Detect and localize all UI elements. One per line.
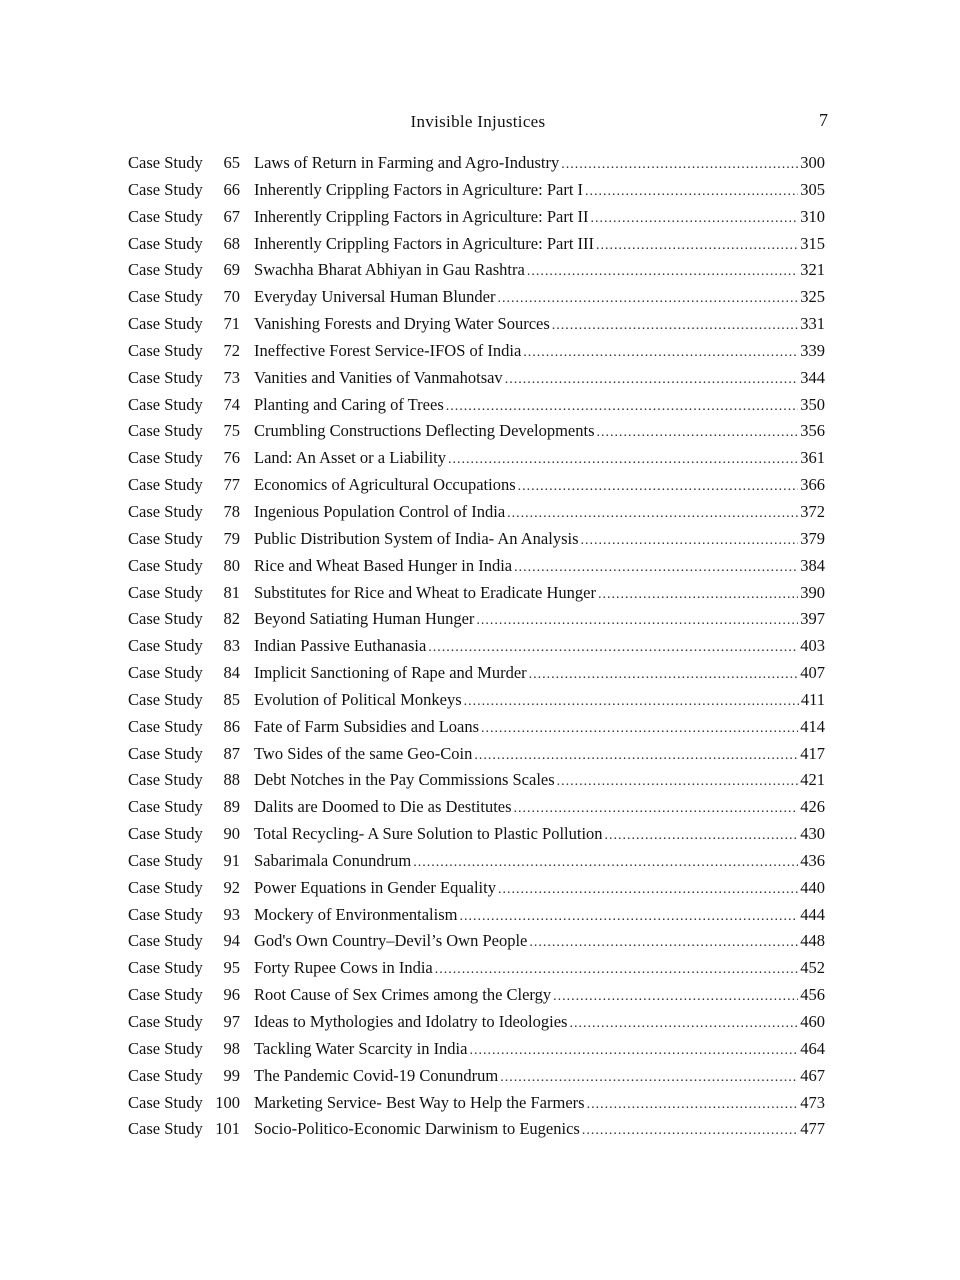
case-study-number: 67	[223, 206, 240, 226]
book-title: Invisible Injustices	[410, 112, 546, 131]
toc-entry	[128, 314, 825, 341]
case-study-page: 421	[800, 770, 825, 790]
case-study-title: Laws of Return in Farming and Agro-Industry	[254, 153, 560, 172]
case-study-number: 68	[223, 233, 240, 253]
dot-leader	[505, 372, 799, 388]
dot-leader	[529, 935, 798, 951]
dot-leader	[507, 506, 798, 522]
case-study-number: 97	[223, 1012, 240, 1031]
toc-entry	[128, 1093, 825, 1120]
dot-leader	[448, 452, 798, 468]
case-study-page: 315	[800, 233, 825, 253]
case-study-number: 83	[223, 636, 240, 656]
toc-entry	[128, 609, 825, 636]
case-study-title: Two Sides of the same Geo-Coin	[254, 743, 473, 763]
toc-entry	[128, 770, 825, 797]
case-study-label: Case Study	[128, 528, 203, 548]
case-study-page: 407	[800, 663, 825, 683]
case-study-page: 403	[800, 636, 825, 656]
case-study-label: Case Study	[128, 1119, 203, 1139]
case-study-title: Forty Rupee Cows in India	[254, 958, 433, 978]
case-study-title: Ideas to Mythologies and Idolatry to Ideologies	[254, 1012, 568, 1031]
case-study-page: 361	[800, 448, 825, 468]
case-study-title: Crumbling Constructions Deflecting Developments	[254, 421, 595, 441]
toc-entry	[128, 556, 825, 583]
case-study-number: 96	[223, 985, 240, 1005]
case-study-number: 71	[223, 314, 240, 334]
case-study-label: Case Study	[128, 340, 203, 360]
case-study-title: Implicit Sanctioning of Rape and Murder	[254, 663, 527, 683]
toc-entry	[128, 448, 825, 475]
case-study-number: 78	[223, 501, 240, 521]
case-study-number: 100	[215, 1092, 240, 1112]
dot-leader	[557, 774, 799, 790]
case-study-title: Debt Notches in the Pay Commissions Scales	[254, 770, 555, 790]
table-of-contents	[128, 153, 825, 1146]
case-study-label: Case Study	[128, 609, 203, 629]
case-study-title: Inherently Crippling Factors in Agriculture: Part I	[254, 179, 584, 199]
dot-leader	[582, 1123, 798, 1139]
case-study-number: 86	[223, 716, 240, 736]
case-study-number: 80	[223, 555, 240, 575]
case-study-page: 356	[800, 421, 825, 441]
dot-leader	[469, 1043, 798, 1059]
case-study-title: Fate of Farm Subsidies and Loans	[254, 716, 480, 736]
case-study-label: Case Study	[128, 260, 203, 280]
case-study-title: Total Recycling- A Sure Solution to Plastic Pollution	[254, 824, 603, 844]
dot-leader	[474, 748, 798, 764]
case-study-title: Dalits are Doomed to Die as Destitutes	[254, 797, 512, 817]
toc-entry	[128, 931, 825, 958]
case-study-label: Case Study	[128, 797, 203, 817]
case-study-number: 66	[223, 179, 240, 199]
case-study-title: Planting and Caring of Trees	[254, 394, 444, 414]
dot-leader	[597, 425, 799, 441]
case-study-title: Vanishing Forests and Drying Water Sources	[254, 314, 550, 334]
case-study-label: Case Study	[128, 958, 203, 978]
case-study-label: Case Study	[128, 448, 203, 468]
case-study-title: Land: An Asset or a Liability	[254, 448, 447, 468]
case-study-page: 366	[800, 475, 825, 495]
case-study-label: Case Study	[128, 743, 203, 763]
case-study-label: Case Study	[128, 1065, 203, 1085]
dot-leader	[552, 318, 798, 334]
dot-leader	[498, 882, 798, 898]
dot-leader	[514, 801, 799, 817]
case-study-number: 70	[223, 287, 240, 307]
case-study-label: Case Study	[128, 367, 203, 387]
case-study-page: 467	[800, 1065, 825, 1085]
case-study-title: Socio-Politico-Economic Darwinism to Eugenics	[254, 1119, 580, 1139]
case-study-page: 436	[800, 850, 825, 870]
case-study-page: 390	[800, 582, 825, 602]
case-study-label: Case Study	[128, 636, 203, 656]
dot-leader	[523, 345, 798, 361]
case-study-label: Case Study	[128, 1038, 203, 1058]
toc-entry	[128, 287, 825, 314]
toc-entry	[128, 260, 825, 287]
dot-leader	[435, 962, 799, 978]
case-study-title: Sabarimala Conundrum	[254, 850, 412, 870]
dot-leader	[585, 184, 798, 200]
case-study-label: Case Study	[128, 475, 203, 495]
dot-leader	[476, 613, 798, 629]
case-study-label: Case Study	[128, 663, 203, 683]
dot-leader	[497, 291, 798, 307]
case-study-number: 91	[223, 850, 240, 870]
case-study-number: 73	[223, 367, 240, 387]
toc-entry	[128, 234, 825, 261]
dot-leader	[596, 238, 798, 254]
case-study-title: Inherently Crippling Factors in Agriculture: Part III	[254, 233, 595, 253]
case-study-page: 379	[800, 528, 825, 548]
case-study-number: 90	[223, 824, 240, 844]
running-head	[128, 110, 828, 136]
case-study-title: Public Distribution System of India- An Analysis	[254, 528, 579, 548]
toc-entry	[128, 636, 825, 663]
dot-leader	[518, 479, 799, 495]
case-study-page: 477	[800, 1119, 825, 1139]
dot-leader	[598, 587, 798, 603]
toc-entry	[128, 1039, 825, 1066]
case-study-number: 82	[223, 609, 240, 629]
dot-leader	[581, 533, 799, 549]
toc-entry	[128, 663, 825, 690]
case-study-label: Case Study	[128, 555, 203, 575]
case-study-number: 84	[223, 663, 240, 683]
case-study-page: 464	[800, 1038, 825, 1058]
dot-leader	[587, 1097, 799, 1113]
case-study-title: Beyond Satiating Human Hunger	[254, 609, 475, 629]
toc-entry	[128, 421, 825, 448]
case-study-title: Evolution of Political Monkeys	[254, 689, 462, 709]
case-study-number: 72	[223, 340, 240, 360]
case-study-title: God's Own Country–Devil’s Own People	[254, 931, 528, 951]
case-study-label: Case Study	[128, 582, 203, 602]
toc-entry	[128, 1012, 825, 1039]
case-study-label: Case Study	[128, 233, 203, 253]
toc-entry	[128, 180, 825, 207]
case-study-page: 456	[800, 985, 825, 1005]
case-study-number: 95	[223, 958, 240, 978]
case-study-page: 426	[800, 797, 825, 817]
case-study-page: 321	[800, 260, 825, 280]
case-study-title: The Pandemic Covid-19 Conundrum	[254, 1065, 499, 1085]
case-study-page: 411	[800, 689, 825, 709]
case-study-page: 417	[800, 743, 825, 763]
case-study-label: Case Study	[128, 314, 203, 334]
case-study-title: Tackling Water Scarcity in India	[254, 1038, 468, 1058]
dot-leader	[553, 989, 798, 1005]
case-study-page: 344	[800, 367, 825, 387]
dot-leader	[428, 640, 798, 656]
case-study-label: Case Study	[128, 824, 203, 844]
case-study-title: Indian Passive Euthanasia	[254, 636, 427, 656]
dot-leader	[459, 909, 798, 925]
case-study-number: 79	[223, 528, 240, 548]
toc-entry	[128, 502, 825, 529]
dot-leader	[605, 828, 799, 844]
case-study-number: 101	[215, 1119, 240, 1139]
toc-entry	[128, 368, 825, 395]
toc-entry	[128, 824, 825, 851]
case-study-label: Case Study	[128, 985, 203, 1005]
case-study-page: 372	[800, 501, 825, 521]
case-study-label: Case Study	[128, 206, 203, 226]
case-study-title: Substitutes for Rice and Wheat to Eradicate Hunger	[254, 582, 596, 602]
case-study-number: 65	[223, 153, 240, 172]
dot-leader	[569, 1016, 798, 1032]
case-study-page: 414	[800, 716, 825, 736]
case-study-title: Rice and Wheat Based Hunger in India	[254, 555, 513, 575]
toc-entry	[128, 958, 825, 985]
case-study-page: 350	[800, 394, 825, 414]
case-study-number: 75	[223, 421, 240, 441]
case-study-number: 94	[223, 931, 240, 951]
case-study-number: 98	[223, 1038, 240, 1058]
case-study-number: 99	[223, 1065, 240, 1085]
case-study-label: Case Study	[128, 394, 203, 414]
case-study-label: Case Study	[128, 850, 203, 870]
toc-entry	[128, 475, 825, 502]
case-study-page: 397	[800, 609, 825, 629]
case-study-page: 452	[800, 958, 825, 978]
case-study-number: 87	[223, 743, 240, 763]
page-number: 7	[819, 110, 828, 130]
case-study-page: 444	[800, 904, 825, 924]
dot-leader	[561, 157, 798, 173]
dot-leader	[591, 211, 799, 227]
toc-entry	[128, 851, 825, 878]
case-study-title: Economics of Agricultural Occupations	[254, 475, 516, 495]
case-study-title: Mockery of Environmentalism	[254, 904, 458, 924]
toc-entry	[128, 878, 825, 905]
case-study-number: 76	[223, 448, 240, 468]
case-study-number: 77	[223, 475, 240, 495]
toc-entry	[128, 905, 825, 932]
case-study-label: Case Study	[128, 770, 203, 790]
case-study-page: 300	[800, 153, 825, 172]
case-study-page: 430	[800, 824, 825, 844]
case-study-title: Vanities and Vanities of Vanmahotsav	[254, 367, 503, 387]
case-study-label: Case Study	[128, 1092, 203, 1112]
case-study-label: Case Study	[128, 501, 203, 521]
case-study-title: Ineffective Forest Service-IFOS of India	[254, 340, 522, 360]
case-study-page: 440	[800, 877, 825, 897]
toc-entry	[128, 717, 825, 744]
toc-entry	[128, 529, 825, 556]
case-study-page: 331	[800, 314, 825, 334]
dot-leader	[500, 1070, 798, 1086]
case-study-number: 74	[223, 394, 240, 414]
toc-entry	[128, 341, 825, 368]
toc-entry	[128, 797, 825, 824]
case-study-label: Case Study	[128, 287, 203, 307]
toc-entry	[128, 583, 825, 610]
case-study-title: Swachha Bharat Abhiyan in Gau Rashtra	[254, 260, 525, 280]
case-study-page: 384	[800, 555, 825, 575]
toc-entry	[128, 1066, 825, 1093]
case-study-label: Case Study	[128, 1012, 203, 1031]
case-study-label: Case Study	[128, 689, 203, 709]
case-study-number: 81	[223, 582, 240, 602]
dot-leader	[413, 855, 798, 871]
dot-leader	[529, 667, 799, 683]
case-study-page: 460	[800, 1012, 825, 1031]
case-study-number: 92	[223, 877, 240, 897]
case-study-title: Inherently Crippling Factors in Agriculture: Part II	[254, 206, 589, 226]
dot-leader	[464, 694, 799, 710]
case-study-page: 305	[800, 179, 825, 199]
case-study-page: 325	[800, 287, 825, 307]
case-study-label: Case Study	[128, 716, 203, 736]
case-study-title: Root Cause of Sex Crimes among the Clergy	[254, 985, 552, 1005]
case-study-label: Case Study	[128, 877, 203, 897]
case-study-title: Marketing Service- Best Way to Help the Farmers	[254, 1092, 585, 1112]
case-study-label: Case Study	[128, 931, 203, 951]
dot-leader	[481, 721, 798, 737]
toc-entry	[128, 690, 825, 717]
case-study-label: Case Study	[128, 179, 203, 199]
toc-entry	[128, 153, 825, 180]
case-study-label: Case Study	[128, 421, 203, 441]
toc-entry	[128, 207, 825, 234]
toc-entry	[128, 395, 825, 422]
case-study-title: Ingenious Population Control of India	[254, 501, 506, 521]
case-study-number: 88	[223, 770, 240, 790]
case-study-title: Everyday Universal Human Blunder	[254, 287, 496, 307]
case-study-page: 473	[800, 1092, 825, 1112]
case-study-label: Case Study	[128, 153, 203, 172]
case-study-page: 339	[800, 340, 825, 360]
case-study-title: Power Equations in Gender Equality	[254, 877, 496, 897]
dot-leader	[446, 399, 799, 415]
toc-entry	[128, 744, 825, 771]
toc-entry	[128, 1119, 825, 1146]
case-study-page: 448	[800, 931, 825, 951]
dot-leader	[514, 560, 798, 576]
case-study-number: 89	[223, 797, 240, 817]
case-study-number: 85	[223, 689, 240, 709]
case-study-label: Case Study	[128, 904, 203, 924]
case-study-number: 69	[223, 260, 240, 280]
toc-entry	[128, 985, 825, 1012]
case-study-number: 93	[223, 904, 240, 924]
case-study-page: 310	[800, 206, 825, 226]
dot-leader	[527, 264, 798, 280]
